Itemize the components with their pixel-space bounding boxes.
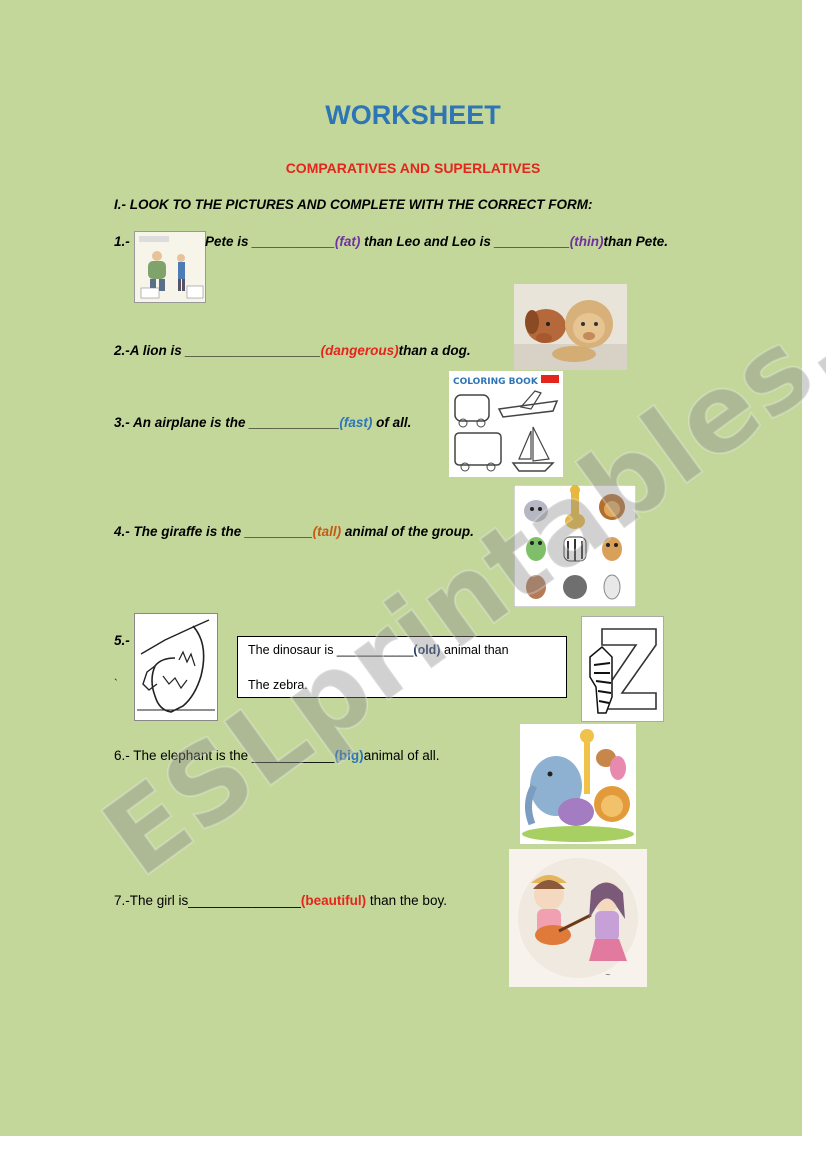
zebra-letter-z-image — [581, 616, 664, 722]
q1-text-b: than Leo and Leo is __________ — [360, 234, 570, 249]
q7-adjective: (beautiful) — [300, 893, 367, 908]
q5-sentence-line2: The zebra. — [248, 678, 308, 692]
q6-text-a: 6.- The elephant is the ___________ — [114, 748, 335, 763]
worksheet-title: WORKSHEET — [325, 100, 501, 130]
q5-sentence-line1 — [248, 643, 509, 657]
q6-text-b: animal of all. — [363, 748, 440, 763]
q4-adjective: (tall) — [312, 524, 342, 539]
q1-adjective-2: (thin) — [569, 234, 604, 249]
q5-mark: ` — [114, 678, 118, 690]
q1-text-c: than Pete. — [603, 234, 668, 249]
q4-text-b: animal of the group. — [341, 524, 474, 539]
q5-number: 5.- — [114, 633, 130, 648]
q3-text-a: 3.- An airplane is the ____________ — [114, 415, 340, 430]
q3-adjective: (fast) — [339, 415, 373, 430]
q5-text-b: animal than — [440, 643, 509, 657]
q7-text-a: 7.-The girl is_______________ — [114, 893, 301, 908]
q1-adjective-1: (fat) — [334, 234, 361, 249]
q5-text-a: The dinosaur is ___________ — [248, 643, 414, 657]
q2-adjective: (dangerous) — [320, 343, 399, 358]
q3-sentence — [114, 415, 411, 430]
q3-text-b: of all. — [372, 415, 412, 430]
q2-text-b: than a dog. — [398, 343, 471, 358]
q2-text-a: 2.-A lion is __________________ — [114, 343, 321, 358]
cartoon-animals-group-image — [514, 485, 636, 607]
girls-with-guitar-image — [509, 849, 647, 987]
coloring-book-label: COLORING BOOK — [453, 377, 538, 387]
pete-and-leo-image — [134, 231, 206, 303]
worksheet-subtitle: COMPARATIVES AND SUPERLATIVES — [285, 160, 541, 176]
q7-text-b: than the boy. — [366, 893, 447, 908]
q1-number: 1.- — [114, 234, 130, 249]
svg-text:~: ~ — [605, 971, 611, 979]
q6-sentence — [114, 748, 439, 763]
q2-sentence — [114, 343, 471, 358]
elephant-and-animals-image — [520, 724, 636, 844]
q6-adjective: (big) — [334, 748, 364, 763]
q4-text-a: 4.- The giraffe is the _________ — [114, 524, 313, 539]
q5-adjective: (old) — [413, 643, 441, 657]
q1-sentence — [205, 234, 668, 249]
dinosaur-outline-image — [134, 613, 218, 721]
lion-and-dog-image — [514, 284, 627, 370]
q1-text-a: Pete is ___________ — [205, 234, 335, 249]
q4-sentence — [114, 524, 474, 539]
q7-sentence — [114, 893, 447, 908]
q5-sentence-box — [237, 636, 567, 698]
coloring-book-vehicles-image — [449, 371, 563, 477]
instructions: I.- LOOK TO THE PICTURES AND COMPLETE WITH THE CORRECT FORM: — [114, 197, 593, 212]
